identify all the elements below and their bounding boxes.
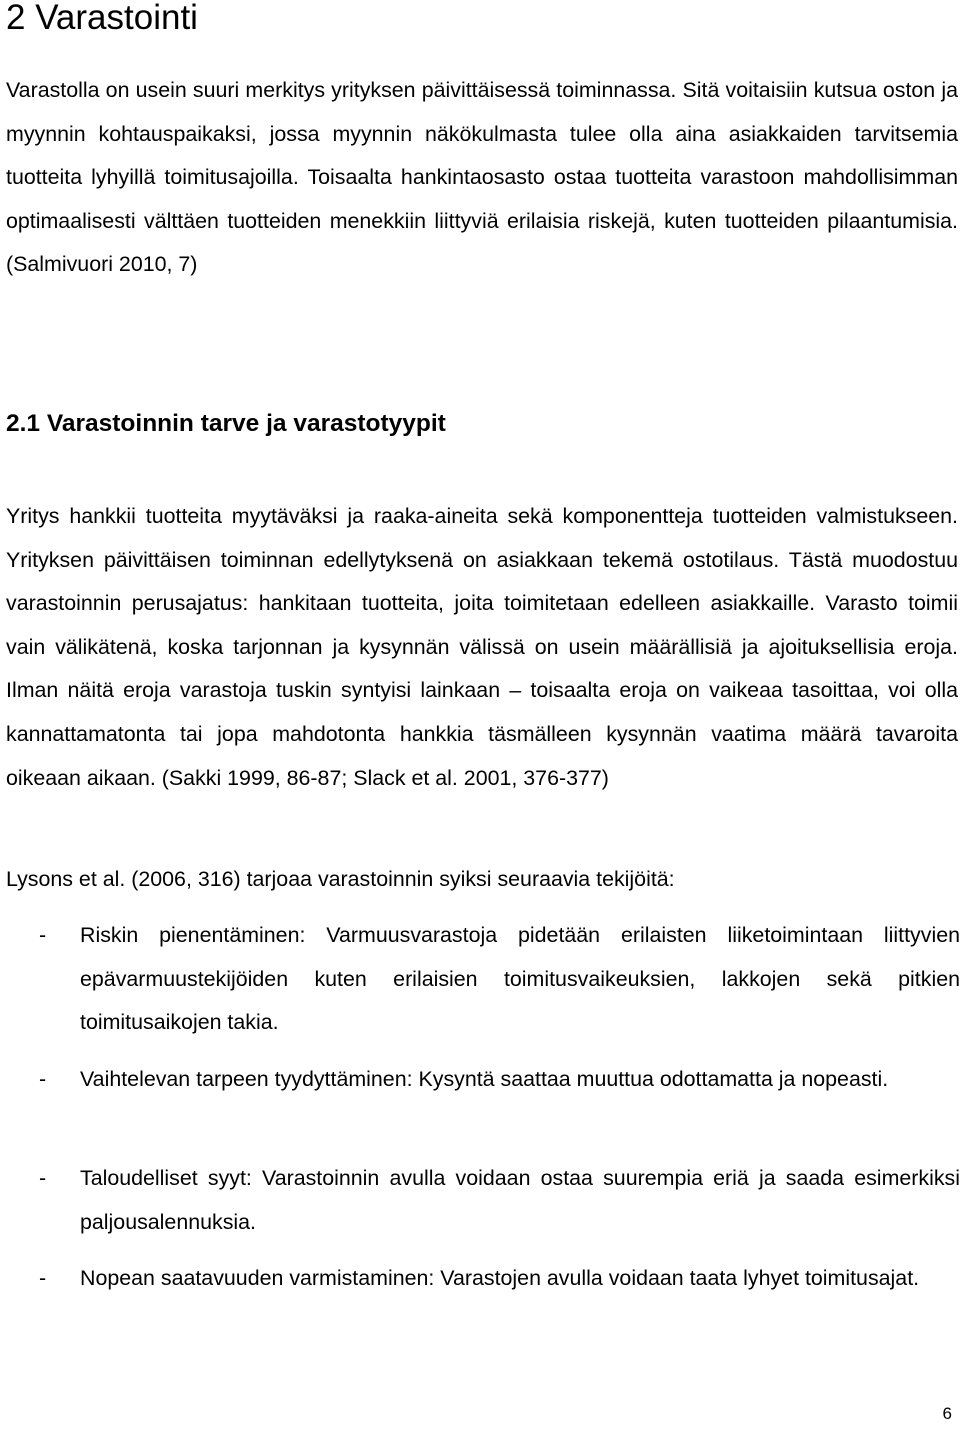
list-intro: Lysons et al. (2006, 316) tarjoaa varastoinnin syiksi seuraavia tekijöitä: <box>6 867 675 891</box>
list-item-text: Riskin pienentäminen: Varmuusvarastoja pidetään erilaisten liiketoimintaan liittyvien epävarmuustekijöiden kuten erilaisien toimitusvaikeuksien, lakkojen sekä pitkien toimitusaikojen takia. <box>80 923 960 1035</box>
list-item-text: Taloudelliset syyt: Varastoinnin avulla voidaan ostaa suurempia eriä ja saada esimerkiksi paljousalennuksia. <box>80 1166 960 1234</box>
list-marker: - <box>39 1166 47 1190</box>
list-marker: - <box>39 923 47 947</box>
list-item-text: Vaihtelevan tarpeen tyydyttäminen: Kysyntä saattaa muuttua odottamatta ja nopeasti. <box>80 1067 889 1091</box>
list-marker: - <box>39 1067 47 1091</box>
body-paragraph: Yritys hankkii tuotteita myytäväksi ja raaka-aineita sekä komponentteja tuotteiden valmistukseen. Yrityksen päivittäisen toiminnan edellytyksenä on asiakkaan tekemä ostotilaus. Tästä muodostuu varastoinnin perusajatus: hankitaan tuotteita, joita toimitetaan edelleen asiakkaille. Varasto toimii vain välikätenä, koska tarjonnan ja kysynnän välissä on usein määrällisiä ja ajoituksellisia eroja. Ilman näitä eroja varastoja tuskin syntyisi lainkaan – toisaalta eroja on vaikeaa tasoittaa, voi olla kannattamatonta tai jopa mahdotonta hankkia täsmälleen kysynnän vaatima määrä tavaroita oikeaan aikaan. (Sakki 1999, 86-87; Slack et al. 2001, 376-377) <box>6 504 958 790</box>
page-number: 6 <box>942 1404 952 1423</box>
intro-paragraph: Varastolla on usein suuri merkitys yrityksen päivittäisessä toiminnassa. Sitä voitaisiin kutsua oston ja myynnin kohtauspaikaksi, jossa myynnin näkökulmasta tulee olla aina asiakkaiden tarvitsemia tuotteita lyhyillä toimitusajoilla. Toisaalta hankintaosasto ostaa tuotteita varastoon mahdollisimman optimaalisesti välttäen tuotteiden menekkiin liittyviä erilaisia riskejä, kuten tuotteiden pilaantumisia. (Salmivuori 2010, 7) <box>6 78 958 277</box>
section-heading: 2.1 Varastoinnin tarve ja varastotyypit <box>6 410 446 437</box>
list-item-text: Nopean saatavuuden varmistaminen: Varastojen avulla voidaan taata lyhyet toimitusajat. <box>80 1266 920 1290</box>
chapter-heading: 2 Varastointi <box>6 0 198 37</box>
list-marker: - <box>39 1266 47 1290</box>
